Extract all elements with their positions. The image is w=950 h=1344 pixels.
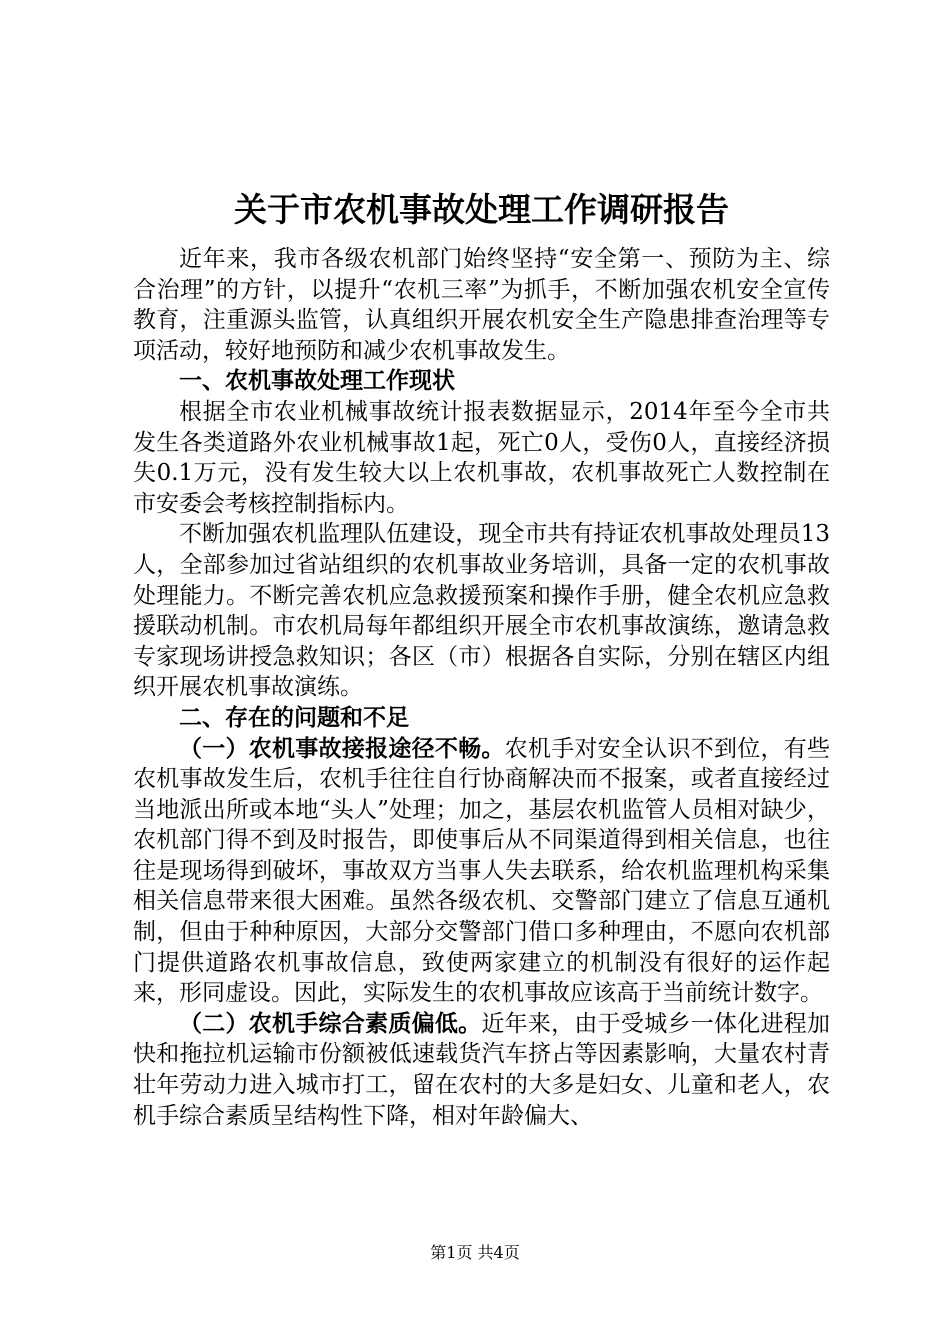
- section2-item-1: [133, 734, 830, 1009]
- section-heading-1: 一、农机事故处理工作现状: [179, 367, 455, 395]
- document-page: [133, 180, 830, 1131]
- section2-item-2: [133, 1009, 830, 1131]
- item-1-text: 农机手对安全认识不到位，有些农机事故发生后，农机手往往自行协商解决而不报案，或者直接经过当地派出所或本地“头人”处理；加之，基层农机监管人员相对缺少，农机部门得不到及时报告，即使事后从不同渠道得到相关信息，也往往是现场得到破坏，事故双方当事人失去联系，给农机监理机构采集相关信息带来很大困难。虽然各级农机、交警部门建立了信息互通机制，但由于种种原因，大部分交警部门借口多种理由，不愿向农机部门提供道路农机事故信息，致使两家建立的机制没有很好的运作起来，形同虚设。因此，实际发生的农机事故应该高于当前统计数字。: [133, 735, 831, 1007]
- item-1-lead: （一）农机事故接报途径不畅。: [179, 734, 505, 762]
- section-heading-2: 二、存在的问题和不足: [179, 703, 409, 731]
- section1-paragraph-2: 不断加强农机监理队伍建设，现全市共有持证农机事故处理员13人，全部参加过省站组织的农机事故业务培训，具备一定的农机事故处理能力。不断完善农机应急救援预案和操作手册，健全农机应急救援联动机制。市农机局每年都组织开展全市农机事故演练，邀请急救专家现场讲授急救知识；各区（市）根据各自实际，分别在辖区内组织开展农机事故演练。: [133, 521, 830, 701]
- document-title: 关于市农机事故处理工作调研报告: [234, 190, 729, 229]
- page-footer: 第1页 共4页: [430, 1243, 520, 1262]
- item-2-text: 近年来，由于受城乡一体化进程加快和拖拉机运输市份额被低速载货汽车挤占等因素影响，大量农村青壮年劳动力进入城市打工，留在农村的大多是妇女、儿童和老人，农机手综合素质呈结构性下降，相对年龄偏大、: [133, 1010, 831, 1129]
- item-2-lead: （二）农机手综合素质偏低。: [179, 1009, 482, 1037]
- section1-paragraph-1: 根据全市农业机械事故统计报表数据显示，2014年至今全市共发生各类道路外农业机械事故1起，死亡0人，受伤0人，直接经济损失0.1万元，没有发生较大以上农机事故，农机事故死亡人数控制在市安委会考核控制指标内。: [133, 398, 830, 517]
- intro-paragraph: 近年来，我市各级农机部门始终坚持“安全第一、预防为主、综合治理”的方针，以提升“农机三率”为抓手，不断加强农机安全宣传教育，注重源头监管，认真组织开展农机安全生产隐患排查治理等专项活动，较好地预防和减少农机事故发生。: [133, 246, 830, 364]
